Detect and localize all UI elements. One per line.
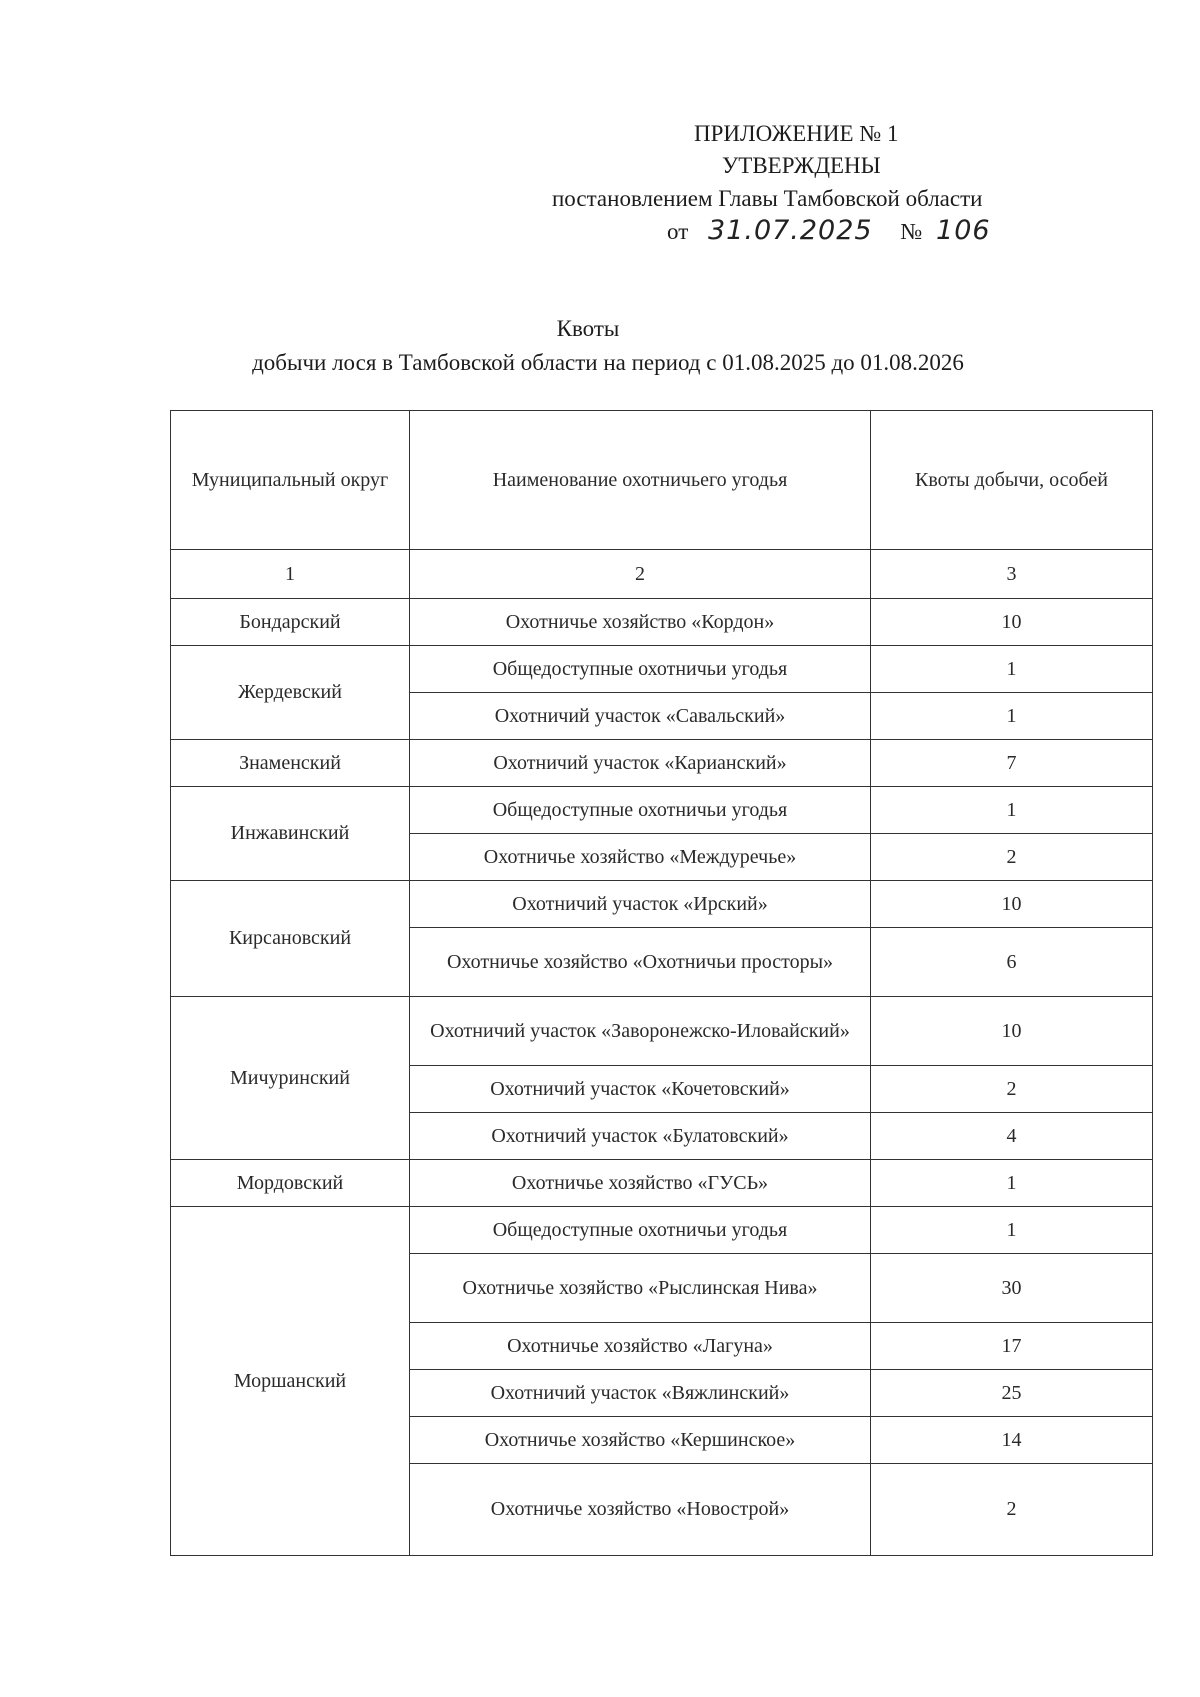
hunting-ground-cell: Охотничье хозяйство «Кордон»	[410, 599, 871, 646]
table-row	[171, 881, 1153, 928]
quota-cell: 2	[871, 1066, 1153, 1113]
quota-cell: 1	[871, 693, 1153, 740]
quota-cell: 1	[871, 1207, 1153, 1254]
hunting-ground-cell: Охотничье хозяйство «ГУСЬ»	[410, 1160, 871, 1207]
district-cell: Знаменский	[171, 740, 410, 787]
approved-label: УТВЕРЖДЕНЫ	[722, 153, 881, 178]
quota-cell: 1	[871, 1160, 1153, 1207]
column-number: 1	[171, 550, 410, 599]
table-row	[171, 997, 1153, 1066]
table-row	[171, 740, 1153, 787]
hunting-ground-cell: Охотничий участок «Ирский»	[410, 881, 871, 928]
quota-cell: 17	[871, 1323, 1153, 1370]
number-label: №	[900, 219, 923, 244]
table-row	[171, 1207, 1153, 1254]
quota-cell: 10	[871, 599, 1153, 646]
quota-cell: 10	[871, 997, 1153, 1066]
hunting-ground-cell: Общедоступные охотничьи угодья	[410, 1207, 871, 1254]
table-row	[171, 1160, 1153, 1207]
quota-cell: 30	[871, 1254, 1153, 1323]
hunting-ground-cell: Охотничий участок «Кочетовский»	[410, 1066, 871, 1113]
from-label: от	[667, 219, 689, 244]
quota-cell: 25	[871, 1370, 1153, 1417]
hunting-ground-cell: Охотничье хозяйство «Рыслинская Нива»	[410, 1254, 871, 1323]
hunting-ground-cell: Охотничий участок «Заворонежско-Иловайский»	[410, 997, 871, 1066]
quota-cell: 6	[871, 928, 1153, 997]
column-header-quota: Квоты добычи, особей	[871, 411, 1153, 550]
handwritten-number: 106	[936, 215, 991, 246]
quota-cell: 10	[871, 881, 1153, 928]
resolution-date-line	[667, 215, 991, 248]
hunting-ground-cell: Общедоступные охотничьи угодья	[410, 646, 871, 693]
hunting-ground-cell: Охотничий участок «Булатовский»	[410, 1113, 871, 1160]
hunting-ground-cell: Охотничий участок «Савальский»	[410, 693, 871, 740]
table-row	[171, 599, 1153, 646]
column-header-ground: Наименование охотничьего угодья	[410, 411, 871, 550]
district-cell: Кирсановский	[171, 881, 410, 997]
quota-cell: 2	[871, 1464, 1153, 1556]
hunting-ground-cell: Охотничий участок «Вяжлинский»	[410, 1370, 871, 1417]
handwritten-date: 31.07.2025	[708, 215, 873, 246]
district-cell: Бондарский	[171, 599, 410, 646]
column-number: 2	[410, 550, 871, 599]
column-header-district: Муниципальный округ	[171, 411, 410, 550]
appendix-label: ПРИЛОЖЕНИЕ № 1	[694, 121, 899, 146]
table-row	[171, 646, 1153, 693]
quota-cell: 7	[871, 740, 1153, 787]
title-line-2: добычи лося в Тамбовской области на период с 01.08.2025 до 01.08.2026	[252, 350, 964, 375]
district-cell: Мичуринский	[171, 997, 410, 1160]
hunting-ground-cell: Охотничий участок «Карианский»	[410, 740, 871, 787]
quota-table	[170, 410, 1153, 1556]
quota-cell: 1	[871, 787, 1153, 834]
title-line-1: Квоты	[556, 316, 620, 341]
hunting-ground-cell: Охотничье хозяйство «Лагуна»	[410, 1323, 871, 1370]
resolution-by-label: постановлением Главы Тамбовской области	[552, 186, 983, 211]
hunting-ground-cell: Общедоступные охотничьи угодья	[410, 787, 871, 834]
district-cell: Моршанский	[171, 1207, 410, 1556]
quota-cell: 14	[871, 1417, 1153, 1464]
hunting-ground-cell: Охотничье хозяйство «Междуречье»	[410, 834, 871, 881]
quota-cell: 1	[871, 646, 1153, 693]
district-cell: Инжавинский	[171, 787, 410, 881]
quota-cell: 4	[871, 1113, 1153, 1160]
quota-cell: 2	[871, 834, 1153, 881]
document-title	[0, 312, 1200, 380]
table-header-row	[171, 411, 1153, 550]
hunting-ground-cell: Охотничье хозяйство «Охотничьи просторы»	[410, 928, 871, 997]
hunting-ground-cell: Охотничье хозяйство «Новострой»	[410, 1464, 871, 1556]
district-cell: Жердевский	[171, 646, 410, 740]
hunting-ground-cell: Охотничье хозяйство «Кершинское»	[410, 1417, 871, 1464]
column-number-row	[171, 550, 1153, 599]
district-cell: Мордовский	[171, 1160, 410, 1207]
column-number: 3	[871, 550, 1153, 599]
table-row	[171, 787, 1153, 834]
